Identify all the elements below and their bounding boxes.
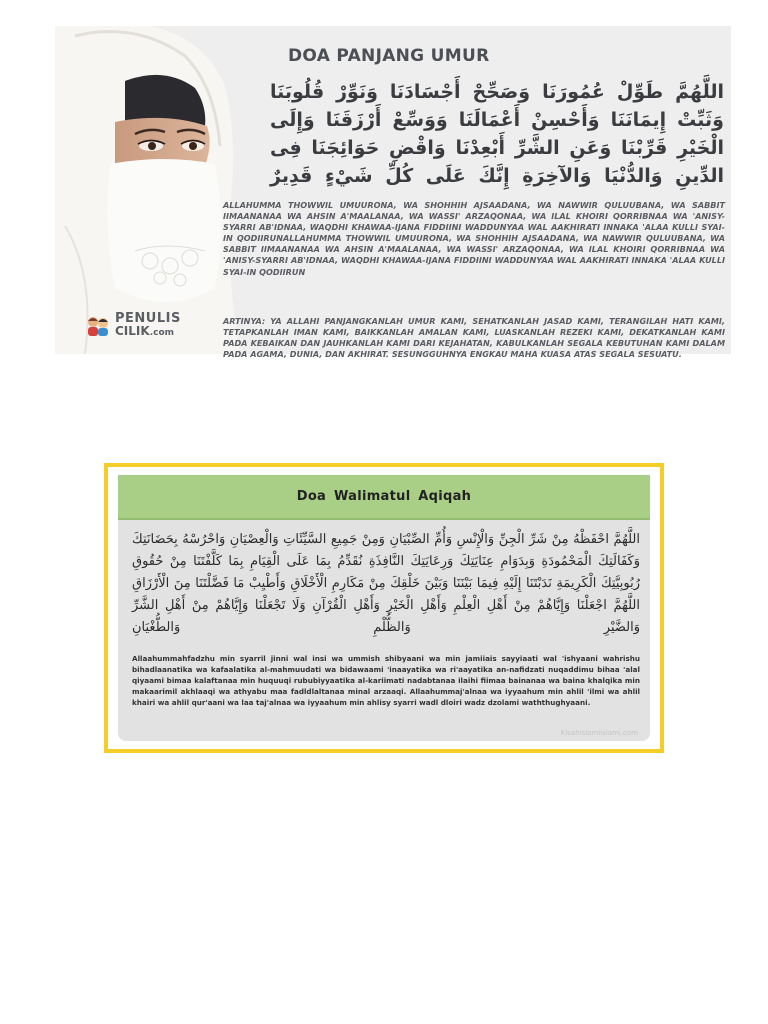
doa-translation: ARTINYA: YA ALLAHI PANJANGKANLAH UMUR KAMI, SEHATKANLAH JASAD KAMI, TERANGILAH HATI KAMI, TETAPKANLAH IMAN KAMI, BAIKKANLAH AMALAN KAMI, LUASKANLAH REZEKI KAMI, DEKATKANLAH KAMI PADA KEBAIKAN DAN JAUHKANLAH KAMI DARI KEJAHATAN, KABULKANLAH SEGALA KEBUTUHAN KAMI DALAM PADA AGAMA, DUNIA, DAN AKHIRAT. SESUNGGUHNYA ENGKAU MAHA KUASA ATAS SEGALA SESUATU. bbox=[223, 316, 725, 360]
logo-domain-suffix: .com bbox=[149, 328, 175, 338]
doa-transliteration: ALLAHUMMA THOWWIL UMUURONA, WA SHOHHIH AJSAADANA, WA NAWWIR QULUUBANA, WA SABBIT IIMAANANAA WA AHSIN A'MAALANAA, WA WASSI' ARZAQONAA, WA ILAL KHOIRI QORRIBNAA WA 'ANISY-SYARRI AB'IDNAA, WAQDHI KHAWAA-IJANA FIDDIINI WADDUNYAA WAL AAKHIRATI INNAKA 'ALAA KULLI SYAI-IN QODIIRUNALLAHUMMA THOWWIL UMUURONA, WA SHOHHIH AJSAADANA, WA NAWWIR QULUUBANA, WA SABBIT IIMAANANAA WA AHSIN A'MAALANAA, WA WASSI' ARZAQONAA, WA ILAL KHOIRI QORRIBNAA WA 'ANISY-SYARRI AB'IDNAA, WAQDHI KHAWAA-IJANA FIDDIINI WADDUNYAA WAL AAKHIRATI INNAKA 'ALAA KULLI SYAI-IN QODIIRUN bbox=[223, 200, 725, 277]
doa-walimatul-aqiqah-card bbox=[104, 463, 664, 753]
doa-arabic-text: اللَّهُمَّ طَوِّلْ عُمُورَنَا وَصَحِّحْ أَجْسَادَنَا وَنَوِّرْ قُلُوبَنَا وَثَبِّتْ إِيمَانَنَا وَأَحْسِنْ أَعْمَالَنَا وَوَسِّعْ أَرْزَقَنَا وَإِلَى الْخَيْرِ قَرِّبْنَا وَعَنِ الشَّرِّ أَبْعِدْنَا وَاقْضِ حَوَائِجَنَا فِى الدِّينِ وَالدُّنْيَا وَالآخِرَةِ إِنَّكَ عَلَى كُلِّ شَيْءٍ قَدِيرٌ bbox=[270, 81, 724, 187]
doa-panjang-umur-card bbox=[55, 26, 731, 360]
logo-wordmark-penulis: PENULIS bbox=[115, 311, 181, 326]
penulis-cilik-logo bbox=[85, 312, 181, 340]
veiled-woman-portrait bbox=[55, 26, 260, 354]
two-children-icon bbox=[85, 315, 111, 337]
aqiqah-header-bar bbox=[118, 475, 650, 520]
source-watermark: Kisahislamiislami.com bbox=[560, 729, 638, 737]
aqiqah-title: Doa Walimatul Aqiqah bbox=[296, 489, 472, 504]
aqiqah-arabic-text: اللَّهُمَّ احْفَظْهُ مِنْ شَرِّ الْجِنِّ وَالْإِنْسِ وَأُمِّ الصِّبْيَانِ وَمِنْ جَمِيعِ السَّيِّئَاتِ وَالْعِصْيَانِ وَاحْرُسْهُ بِحَضَانَتِكَ وَكَفَالَتِكَ الْمَحْمُودَةِ وَبِدَوَامِ عِنَايَتِكَ وَرِعَايَتِكَ النَّافِذَةِ نُقَدِّمُ بِمَا عَلَى الْقِيَامِ بِمَا كَلَّفْتَنَا مِنْ حُقُوقِ رُبُوبِيَّتِكَ الْكَرِيمَةِ نَدَبْتَنَا إِلَيْهِ فِيمَا بَيْنَنَا وَبَيْنَ خَلْقِكَ مِنْ مَكَارِمِ الْأَخْلَاقِ وَأَطْيِبْ مَا فَضَّلْتَنَا مِنَ الْأَرْزَاقِ اللَّهُمَّ اجْعَلْنَا وَإِيَّاهُمْ مِنْ أَهْلِ الْعِلْمِ وَأَهْلِ الْخَيْرِ وَأَهْلِ الْقُرْآنِ وَلَا تَجْعَلْنَا وَإِيَّاهُمْ مِنْ أَهْلِ الشَّرِّ وَالضَّيْرِ وَالظُّلْمِ وَالطُّغْيَانِ bbox=[132, 532, 640, 635]
logo-wordmark-cilik bbox=[115, 325, 181, 340]
aqiqah-panel bbox=[118, 475, 650, 741]
logo-cilik-text: CILIK bbox=[115, 324, 150, 338]
doa-title: DOA PANJANG UMUR bbox=[288, 46, 490, 66]
aqiqah-transliteration: Allaahummahfadzhu min syarril jinni wal insi wa ummish shibyaani wa min jamiiais sayyiaati wal 'ishyaani wahrishu bihadlaanatika wa kafaalatika al-mahmuudati wa bidawaami 'inaayatika wa ri'aayatika an-nafidzati nuqaddimu bihaa 'alal qiyaami bimaa kalaftanaa min huquuqi rububiyyaatika al-kariimati nadabtanaa ilaihi fiimaa bainanaa wa baina khalqika min makaarimil akhlaaqi wa athyabu maa fadldlaltanaa minal arzaaqi. Allaahummaj'alnaa wa iyyaahum min ahlil 'ilmi wa ahlil khairi wa ahlil qur'aani wa laa taj'alnaa wa iyyaahum min ahlisy syarri wadl dloiri wadz dzolami waththughyaani. bbox=[132, 654, 640, 707]
